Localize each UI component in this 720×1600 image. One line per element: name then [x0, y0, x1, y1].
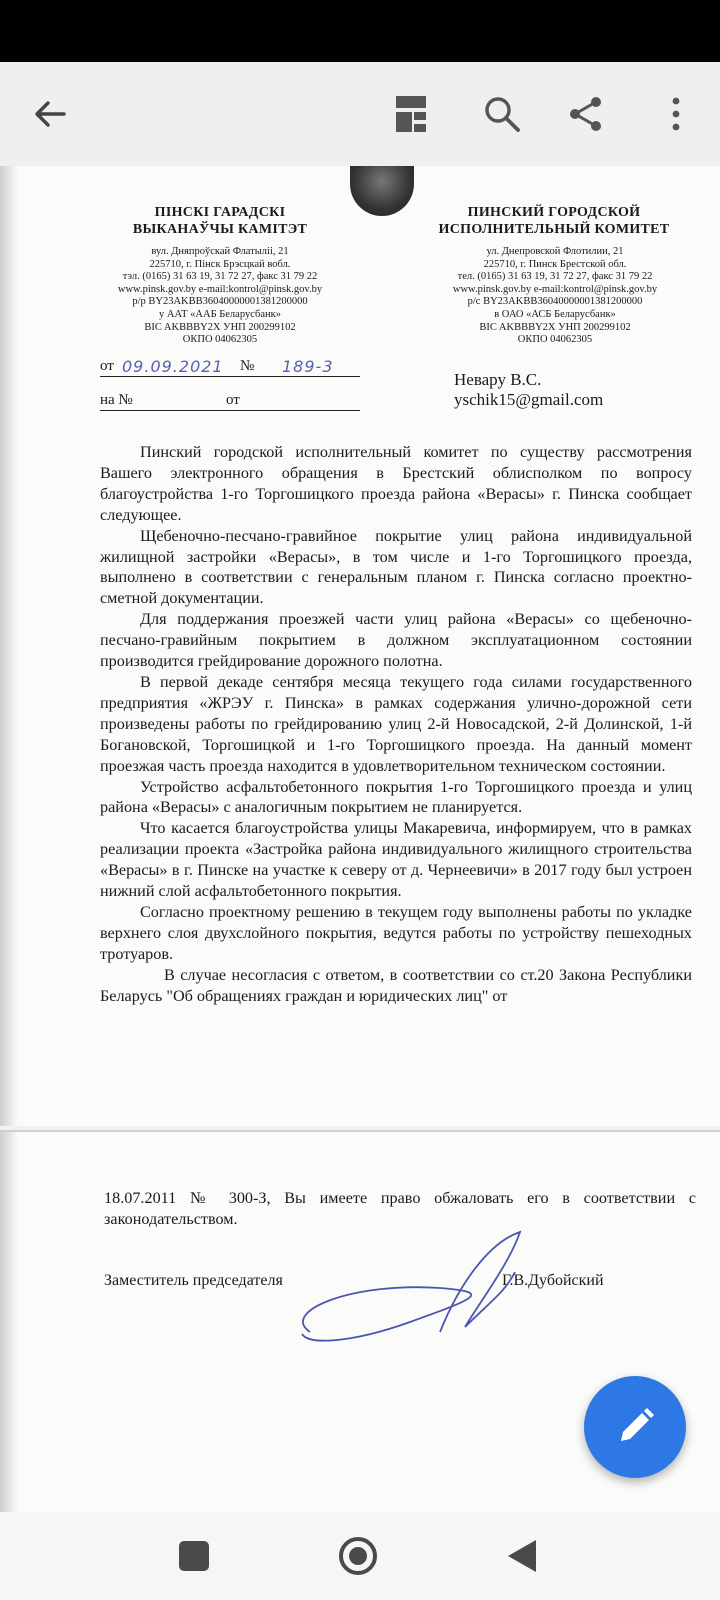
ref-number-handwritten: 189-3: [282, 357, 334, 376]
state-emblem: [350, 166, 414, 216]
address-line: ОКПО 04062305: [517, 334, 593, 346]
left-title-line1: ПІНСКІ ГАРАДСКІ: [154, 205, 286, 220]
address-line: р/р BY23AKBB36040000001381200000: [132, 296, 308, 308]
letterhead-right-address: [430, 246, 680, 347]
search-icon[interactable]: [474, 86, 530, 142]
letterhead-left-title: [120, 204, 320, 238]
ref-underline-2: [100, 410, 360, 411]
address-line: у ААТ «ААБ Беларусбанк»: [159, 308, 281, 320]
address-line: тэл. (0165) 31 63 19, 31 72 27, факс 31 79 22: [122, 271, 318, 283]
ref-to-no-label: на №: [100, 392, 133, 408]
address-line: www.pinsk.gov.by e-mail:kontrol@pinsk.gov.by: [117, 283, 323, 295]
right-title-line2: ИСПОЛНИТЕЛЬНЫЙ КОМИТЕТ: [438, 222, 670, 237]
edit-fab-button[interactable]: [584, 1376, 686, 1478]
continuation-text: 18.07.2011 № 300-З, Вы имеете право обжаловать его в соответствии с законодательством.: [104, 1189, 696, 1228]
recipient-name: Невару В.С.: [454, 370, 542, 389]
body-paragraph: В случае несогласия с ответом, в соответствии со ст.20 Закона Республики Беларусь "Об обращениях граждан и юридических лиц" от: [100, 965, 692, 1005]
address-line: BIC AKBBBY2X УНП 200299102: [479, 321, 631, 333]
document-page-1: [0, 166, 720, 1126]
right-title-line1: ПИНСКИЙ ГОРОДСКОЙ: [467, 205, 641, 220]
body-paragraph: Пинский городской исполнительный комитет по существу рассмотрения Вашего электронного обращения в Брестский облисполком по вопросу благоустройства 1-го Торгошицкого проезда района «Верасы» г. Пинска сообщает следующее.: [100, 443, 692, 524]
square-icon: [179, 1541, 209, 1571]
address-line: 225710, г. Пинск Брестской обл.: [483, 258, 627, 270]
body-paragraph: Согласно проектному решению в текущем году выполнены работы по укладке верхнего слоя двухслойного покрытия, ведутся работы по устройству пешеходных тротуаров.: [100, 902, 692, 963]
ref-underline: [100, 376, 360, 377]
body-paragraph: Устройство асфальтобетонного покрытия 1-го Торгошицкого проезда и улиц района «Верасы» с аналогичным покрытием не планируется.: [100, 777, 692, 817]
body-paragraph: Что касается благоустройства улицы Макаревича, информируем, что в рамках реализации проекта «Застройка района индивидуального жилищного строительства «Верасы» в г. Пинске на участке к северу от д. Чернеевичи» в 2017 году был устроен нижний слой асфальтобетонного покрытия.: [100, 819, 692, 901]
address-line: вул. Дняпроўскай Флатыліі, 21: [151, 246, 289, 257]
left-title-line2: ВЫКАНАЎЧЫ КАМІТЭТ: [132, 222, 308, 237]
back-button[interactable]: [492, 1526, 552, 1586]
home-circle-icon: [336, 1534, 380, 1578]
signer-role: Заместитель председателя: [104, 1272, 283, 1289]
address-line: в ОАО «АСБ Беларусбанк»: [494, 308, 616, 320]
address-line: ОКПО 04062305: [182, 334, 258, 346]
body-paragraph: Для поддержания проезжей части улиц района «Верасы» со щебеночно-песчано-гравийным покрытием в должном эксплуатационном состоянии производится грейдирование дорожного полотна.: [100, 610, 692, 671]
scan-shadow: [0, 1132, 18, 1512]
page-view-icon[interactable]: [383, 86, 439, 142]
recipient-email: yschik15@gmail.com: [454, 390, 604, 409]
pencil-icon: [613, 1405, 657, 1449]
letter-body: [100, 442, 692, 1006]
address-line: 225710, г. Пінск Брэсцкай вобл.: [149, 258, 291, 270]
system-nav-bar: [0, 1512, 720, 1600]
recipient-block: [454, 370, 603, 410]
ref-date-handwritten: 09.09.2021: [122, 357, 224, 376]
recent-apps-button[interactable]: [164, 1526, 224, 1586]
address-line: ул. Днепровской Флотилии, 21: [486, 246, 624, 257]
letterhead-left-address: [100, 246, 340, 347]
home-button[interactable]: [328, 1526, 388, 1586]
share-icon[interactable]: [558, 86, 614, 142]
address-line: BIC AKBBBY2X УНП 200299102: [144, 321, 296, 333]
viewer-toolbar: [0, 62, 720, 166]
arrow-left-icon[interactable]: [22, 86, 78, 142]
back-triangle-icon: [504, 1536, 540, 1576]
letterhead-right-title: [424, 204, 684, 238]
address-line: тел. (0165) 31 63 19, 31 72 27, факс 31 79 22: [457, 271, 653, 283]
ref-to-from-label: от: [226, 392, 240, 408]
address-line: р/с BY23AKBB36040000001381200000: [467, 296, 643, 308]
ref-from-label: от: [100, 358, 114, 374]
ref-number-label: №: [240, 358, 255, 374]
status-bar: [0, 0, 720, 62]
more-vert-icon[interactable]: [648, 86, 704, 142]
body-paragraph: Щебеночно-песчано-гравийное покрытие улиц района индивидуальной жилищной застройки «Верасы», в том числе и 1-го Торгошицкого проезда, выполнено в соответствии с генеральным планом г. Пинска согласно проектно-сметной документации.: [100, 526, 692, 608]
signer-name: Г.В.Дубойский: [502, 1272, 604, 1289]
address-line: www.pinsk.gov.by e-mail:kontrol@pinsk.gov.by: [452, 283, 658, 295]
body-paragraph: В первой декаде сентября месяца текущего года силами государственного предприятия «ЖРЭУ г. Пинска» в рамках содержания улично-дорожной сети произведены работы по грейдированию улиц 2-й Новосадской, 2-й Долинской, 1-й Богановской, Торгошицкой и 1-го Торгошицкого проезда. На данный момент проезжая часть проезда находится в удовлетворительном техническом состоянии.: [100, 672, 692, 775]
scan-shadow: [0, 166, 18, 1126]
